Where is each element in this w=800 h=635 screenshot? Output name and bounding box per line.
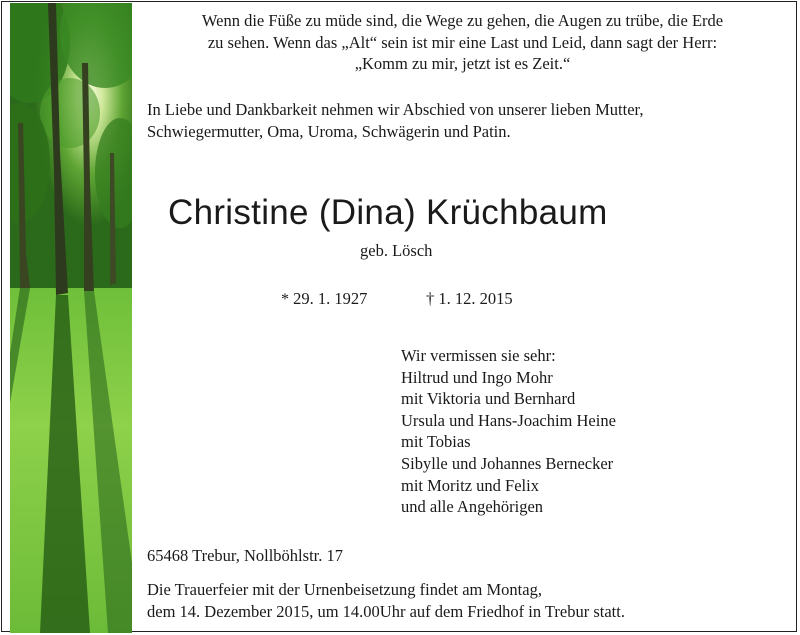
deceased-name: Christine (Dina) Krüchbaum	[168, 193, 608, 232]
death-date: 1. 12. 2015	[438, 289, 513, 308]
poem-line: zu sehen. Wenn das „Alt“ sein ist mir eine Last und Leid, dann sagt der Herr:	[207, 32, 718, 52]
address: 65468 Trebur, Nollböhlstr. 17	[147, 546, 343, 565]
poem	[140, 10, 785, 75]
mourner-line: mit Viktoria und Bernhard	[401, 389, 576, 409]
maiden-name: geb. Lösch	[360, 241, 433, 260]
mourner-line: mit Tobias	[401, 432, 471, 452]
mourners-list	[401, 345, 781, 518]
birth-date: 29. 1. 1927	[293, 289, 368, 308]
intro-line: In Liebe und Dankbarkeit nehmen wir Abschied von unserer lieben Mutter,	[147, 100, 644, 119]
tree-photo-illustration	[10, 3, 132, 633]
mourner-line: Ursula und Hans-Joachim Heine	[401, 410, 616, 430]
intro-text	[147, 99, 787, 142]
death-date-line	[426, 288, 513, 310]
mourner-line: Hiltrud und Ingo Mohr	[401, 367, 553, 387]
mourner-line: Sibylle und Johannes Bernecker	[401, 453, 614, 473]
mourner-line: und alle Angehörigen	[401, 497, 544, 517]
death-symbol: †	[426, 289, 435, 308]
funeral-line: dem 14. Dezember 2015, um 14.00Uhr auf dem Friedhof in Trebur statt.	[147, 601, 625, 621]
mourner-line: mit Moritz und Felix	[401, 475, 539, 495]
mourner-line: Wir vermissen sie sehr:	[401, 346, 556, 365]
funeral-notice	[147, 579, 787, 622]
poem-line: Wenn die Füße zu müde sind, die Wege zu gehen, die Augen zu trübe, die Erde	[201, 11, 724, 30]
birth-date-line	[281, 288, 367, 311]
birth-symbol: *	[281, 291, 289, 308]
poem-line: „Komm zu mir, jetzt ist es Zeit.“	[354, 54, 571, 74]
funeral-line: Die Trauerfeier mit der Urnenbeisetzung findet am Montag,	[147, 580, 542, 599]
tree-photo	[10, 3, 132, 633]
intro-line: Schwiegermutter, Oma, Uroma, Schwägerin und Patin.	[147, 121, 511, 141]
